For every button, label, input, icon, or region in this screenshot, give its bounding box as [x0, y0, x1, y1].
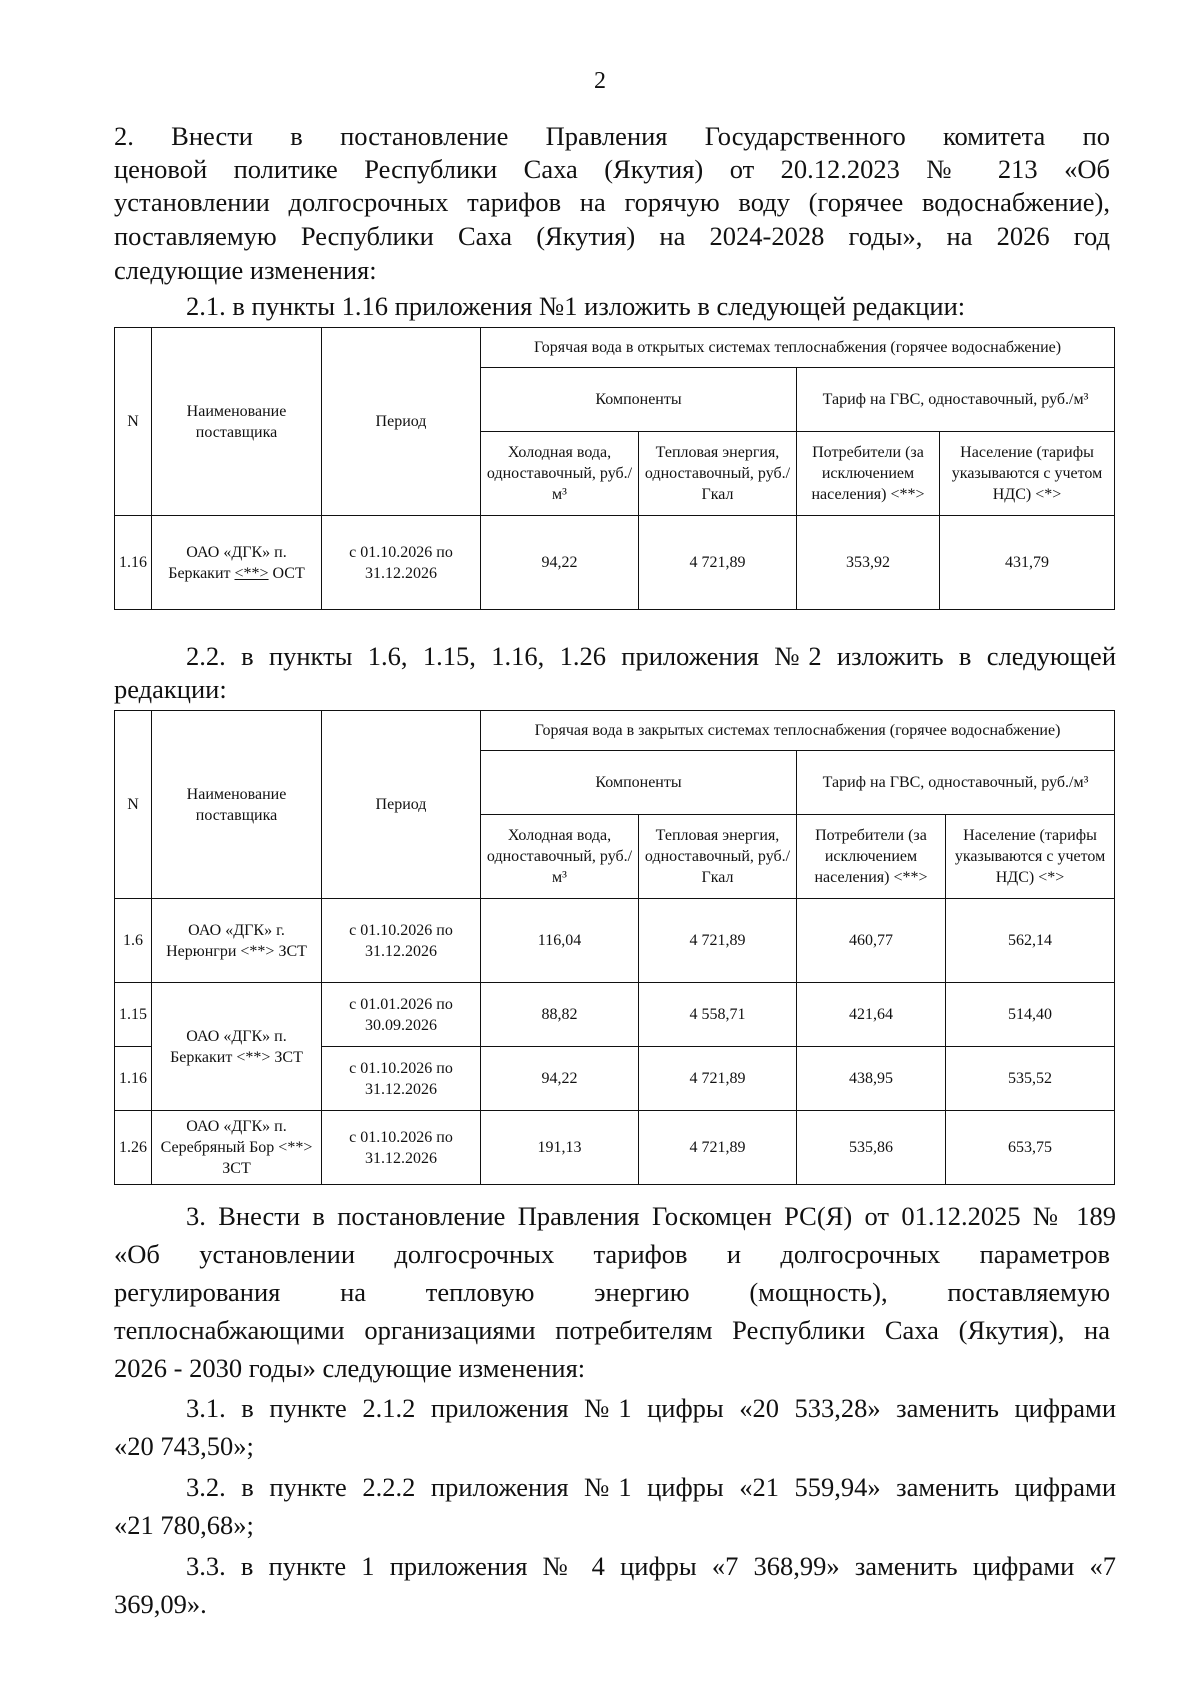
cell-period: с 01.01.2026 по 30.09.2026 — [322, 983, 481, 1047]
paragraph-3-line-3: регулирования на тепловую энергию (мощность), поставляемую — [114, 1277, 1110, 1307]
header-tariff: Тариф на ГВС, одноставочный, руб./м³ — [797, 751, 1115, 815]
header-group: Горячая вода в открытых системах теплоснабжения (горячее водоснабжение) — [481, 328, 1115, 368]
header-supplier: Наименование поставщика — [152, 328, 322, 516]
cell-consumers: 460,77 — [797, 899, 946, 983]
cell-n: 1.6 — [115, 899, 152, 983]
header-group: Горячая вода в закрытых системах теплоснабжения (горячее водоснабжение) — [481, 711, 1115, 751]
cell-supplier: ОАО «ДГК» п. Серебряный Бор <**> ЗСТ — [152, 1111, 322, 1185]
table-row — [115, 983, 1115, 1047]
header-cold-water: Холодная вода, одноставочный, руб./м³ — [481, 815, 639, 899]
cell-period: с 01.10.2026 по 31.12.2026 — [322, 1047, 481, 1111]
paragraph-2-line-3: установлении долгосрочных тарифов на горячую воду (горячее водоснабжение), — [114, 187, 1110, 217]
cell-heat-energy: 4 721,89 — [639, 899, 797, 983]
cell-population: 562,14 — [946, 899, 1115, 983]
cell-cold-water: 88,82 — [481, 983, 639, 1047]
header-consumers: Потребители (за исключением населения) <**> — [797, 815, 946, 899]
cell-n: 1.16 — [115, 516, 152, 610]
cell-period: с 01.10.2026 по 31.12.2026 — [322, 516, 481, 610]
cell-consumers: 421,64 — [797, 983, 946, 1047]
tariff-table-closed-systems — [114, 710, 1115, 1185]
table-row — [115, 899, 1115, 983]
paragraph-2-1: 2.1. в пункты 1.16 приложения №1 изложить в следующей редакции: — [186, 291, 966, 321]
header-cold-water: Холодная вода, одноставочный, руб./м³ — [481, 432, 639, 516]
cell-heat-energy: 4 558,71 — [639, 983, 797, 1047]
paragraph-3-2-line-1: 3.2. в пункте 2.2.2 приложения №1 цифры «21 559,94» заменить цифрами — [186, 1472, 1116, 1502]
header-n: N — [115, 711, 152, 899]
paragraph-3-line-4: теплоснабжающими организациями потребителям Республики Саха (Якутия), на — [114, 1315, 1110, 1345]
paragraph-3-line-5: 2026 - 2030 годы» следующие изменения: — [114, 1353, 586, 1383]
cell-cold-water: 191,13 — [481, 1111, 639, 1185]
table-row — [115, 1111, 1115, 1185]
paragraph-3-line-2: «Об установлении долгосрочных тарифов и долгосрочных параметров — [114, 1239, 1110, 1269]
paragraph-3-3-line-1: 3.3. в пункте 1 приложения № 4 цифры «7 368,99» заменить цифрами «7 — [186, 1551, 1116, 1581]
header-components: Компоненты — [481, 368, 797, 432]
cell-cold-water: 94,22 — [481, 1047, 639, 1111]
paragraph-2-line-5: следующие изменения: — [114, 255, 377, 285]
header-period: Период — [322, 711, 481, 899]
header-components: Компоненты — [481, 751, 797, 815]
paragraph-2-line-4: поставляемую Республики Саха (Якутия) на 2024-2028 годы», на 2026 год — [114, 221, 1110, 251]
paragraph-3-1-line-1: 3.1. в пункте 2.1.2 приложения №1 цифры «20 533,28» заменить цифрами — [186, 1393, 1116, 1423]
cell-n: 1.16 — [115, 1047, 152, 1111]
header-heat-energy: Тепловая энергия, одноставочный, руб./Гкал — [639, 815, 797, 899]
cell-consumers: 438,95 — [797, 1047, 946, 1111]
paragraph-3-3-line-2: 369,09». — [114, 1589, 207, 1619]
cell-population: 431,79 — [940, 516, 1115, 610]
cell-n: 1.15 — [115, 983, 152, 1047]
cell-heat-energy: 4 721,89 — [639, 1047, 797, 1111]
paragraph-3-line-1: 3. Внести в постановление Правления Госкомцен РС(Я) от 01.12.2025 № 189 — [186, 1201, 1116, 1231]
header-n: N — [115, 328, 152, 516]
header-population: Население (тарифы указываются с учетом НДС) <*> — [940, 432, 1115, 516]
header-population: Население (тарифы указываются с учетом НДС) <*> — [946, 815, 1115, 899]
cell-n: 1.26 — [115, 1111, 152, 1185]
header-supplier: Наименование поставщика — [152, 711, 322, 899]
header-period: Период — [322, 328, 481, 516]
cell-heat-energy: 4 721,89 — [639, 516, 797, 610]
paragraph-2-line-1: 2. Внести в постановление Правления Государственного комитета по — [114, 121, 1110, 151]
cell-supplier: ОАО «ДГК» п. Беркакит <**> ЗСТ — [152, 983, 322, 1111]
header-tariff: Тариф на ГВС, одноставочный, руб./м³ — [797, 368, 1115, 432]
paragraph-3-1-line-2: «20 743,50»; — [114, 1431, 254, 1461]
page-number: 2 — [594, 68, 606, 94]
cell-population: 514,40 — [946, 983, 1115, 1047]
cell-cold-water: 116,04 — [481, 899, 639, 983]
cell-population: 653,75 — [946, 1111, 1115, 1185]
cell-supplier: ОАО «ДГК» п. Беркакит <**> ОСТ — [152, 516, 322, 610]
cell-supplier: ОАО «ДГК» г. Нерюнгри <**> ЗСТ — [152, 899, 322, 983]
table-row — [115, 516, 1115, 610]
cell-period: с 01.10.2026 по 31.12.2026 — [322, 1111, 481, 1185]
cell-population: 535,52 — [946, 1047, 1115, 1111]
cell-consumers: 535,86 — [797, 1111, 946, 1185]
header-consumers: Потребители (за исключением населения) <**> — [797, 432, 940, 516]
cell-cold-water: 94,22 — [481, 516, 639, 610]
tariff-table-open-systems — [114, 327, 1115, 610]
paragraph-2-2-line-2: редакции: — [114, 674, 227, 704]
paragraph-2-2-line-1: 2.2. в пункты 1.6, 1.15, 1.16, 1.26 приложения №2 изложить в следующей — [186, 641, 1116, 671]
cell-heat-energy: 4 721,89 — [639, 1111, 797, 1185]
cell-consumers: 353,92 — [797, 516, 940, 610]
header-heat-energy: Тепловая энергия, одноставочный, руб./Гкал — [639, 432, 797, 516]
paragraph-3-2-line-2: «21 780,68»; — [114, 1510, 254, 1540]
cell-period: с 01.10.2026 по 31.12.2026 — [322, 899, 481, 983]
paragraph-2-line-2: ценовой политике Республики Саха (Якутия) от 20.12.2023 № 213 «Об — [114, 154, 1110, 184]
